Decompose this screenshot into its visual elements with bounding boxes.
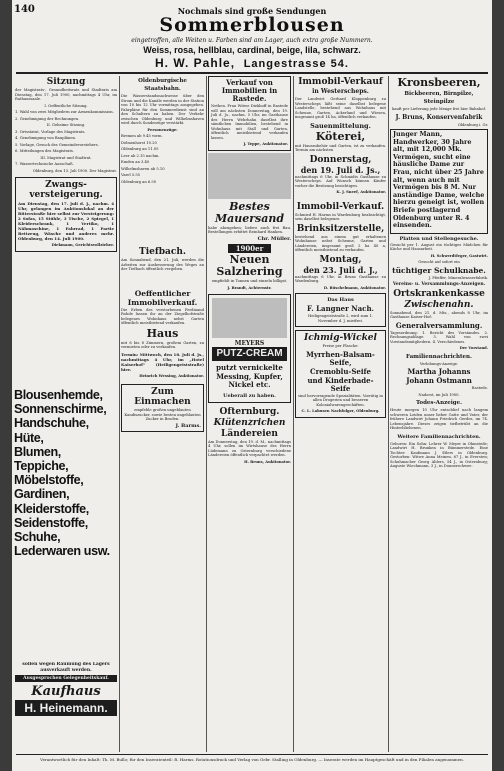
imm2-title: Immobil-Verkauf. xyxy=(296,201,385,212)
spacer xyxy=(295,197,386,201)
zwangs-ad xyxy=(15,177,117,252)
public-title: Oeffentlicher Immobilverkauf. xyxy=(127,288,198,307)
imm2-day: Montag, xyxy=(319,254,362,265)
sale-item: Handschuhe, xyxy=(14,416,89,431)
schulknabe-sign: J. Pfeiffer, Mineralwasserfabrik. xyxy=(428,275,488,280)
salzhering-sign: J. Brandt, Achternstr. xyxy=(227,285,272,290)
kronsbeeren-sign: J. Bruns, Konservenfabrik xyxy=(395,113,483,121)
verein-head: Vereins- u. Versammlungs-Anzeigen. xyxy=(392,282,486,288)
rastede-text: Nethen. Frau Witwe Diekhoff in Rastede will am nächsten Donnerstag, den 19. Juli d. Js., nachm. 5 Uhr, im Gasthause des Herrn Wehrhahn daselbst ihre sämtlichen Immobilien, bestehend in Wohnhaus mit Stall und Garten, öffentlich meistbietend verkaufen lassen. xyxy=(211,104,288,140)
verlobung-head: Verlobungs-Anzeige. xyxy=(419,361,459,366)
bahn-row: Varel 5.55 xyxy=(121,173,141,177)
imm2-time: nachmittags 6 Uhr, in Bruns Gasthause zu Wardenburg. xyxy=(295,274,386,283)
verlobung-name2: Johann Ostmann xyxy=(406,376,472,386)
cream-name: PUTZ-CREAM xyxy=(212,347,287,361)
header-shop xyxy=(12,56,492,70)
weitere-title: Weitere Familiennachrichten. xyxy=(397,433,481,440)
salzhering-text: empfiehlt in Tonnen und einzeln billigst. xyxy=(211,279,288,283)
bahn-row: Leer ab 2.15 nachm. xyxy=(121,153,160,158)
sale-note: sollen wegen Räumung des Lagers ausverkauft werden. xyxy=(22,662,110,673)
seifen-title: Ichmig-Wickel xyxy=(304,333,377,343)
cream-foot: Ueberall zu haben. xyxy=(223,392,276,399)
osternburg-title: Ofternburg. xyxy=(219,406,280,417)
sale-item: Teppiche, xyxy=(14,459,69,474)
imm2-date: den 23. Juli d. J., xyxy=(303,264,378,275)
auction-text: Termin: Mittwoch, den 18. Juli d. Js., nachmittags 4 Uhr, im „Hotel Kaiserhof“ (Heiligengeiststraße) hier. xyxy=(121,351,204,372)
koterei-more: nachmittags 6 Uhr, in Schmidts Gasthause zu Westerscheps. Auf Wunsch können Käufer vorher die Besitzung besichtigen. xyxy=(295,174,386,188)
osternburg-text: Ländereien xyxy=(221,428,278,439)
seifen-head: Preise per Flasche: xyxy=(322,344,359,348)
column-5 xyxy=(390,76,488,752)
kronsbeeren-city: Oldenburg i. Gr. xyxy=(457,122,488,127)
sitzung-signature: Oldenburg, den 13. Juli 1900. Der Magistrat. xyxy=(32,168,117,173)
einmachen-text: empfehle großen ungeblauten Kandiszucker, sowie besten ungeblauten Zucker in Broden. xyxy=(124,408,201,421)
familie-title: Familiennachrichten. xyxy=(406,353,472,360)
krankenkasse-sign: Der Vorstand. xyxy=(459,346,488,351)
bahn-body: Die Wasserstandsnachweise über den Strom und die Kanäle werden in der Station von 10 bis 12 Uhr vormittags ausgegeben. Fahrpläne für den Sommerdienst sind an den Schaltern zu haben. Der Verkehr zwischen Oldenburg und Wilhelmshaven wird durch Sonderzüge verstärkt. xyxy=(121,94,204,125)
koterei-sign: K. J. Sneef, Auktionator. xyxy=(336,190,386,194)
spacer xyxy=(121,274,204,288)
einmachen-sign: J. Barms. xyxy=(175,422,201,429)
imm2-sign: D. Rüschelmann, Auktionator. xyxy=(323,285,386,290)
salzhering-year: 1900er xyxy=(228,244,271,253)
bahn-row: Oldenburg an 6.50 xyxy=(121,179,157,184)
sitzung-item: 5. Vorlage, Gesuch des Gemeindevorstehers. xyxy=(15,142,99,147)
westerscheps-big: Sauenmittelung. xyxy=(310,121,371,130)
shop-name: H. W. Pahle, xyxy=(155,56,236,70)
column-divider xyxy=(119,76,120,752)
verlobung-place: Rastede. xyxy=(471,386,488,391)
seifen-l2: Cremoblu-Seife xyxy=(310,366,371,376)
krankenkasse-text: Sonnabend, den 21. d. Mts., abends 8 Uhr, im Gasthause Kaiser-Hof: xyxy=(390,310,488,320)
sitzung-item: 2. Genehmigung der Rechnungen. xyxy=(15,116,80,121)
heirat-text: Junger Mann, Handwerker, 30 Jahre alt, mit 12,000 Mk. Vermögen, sucht eine häusliche Dame zur Frau, nicht über 25 Jahre alt, wenn auch mit Vermögen bis 8 M. Nur anständige Dame, welche hierzu geneigt ist, wollen Briefe postlagernd Oldenburg unter R. 4 einsenden. xyxy=(393,130,485,230)
sitzung-item: I. Oeffentliche Sitzung. xyxy=(44,103,88,108)
schulknabe-title: tüchtiger Schulknabe. xyxy=(392,265,486,275)
header-line1: Nochmals sind große Sendungen xyxy=(177,6,327,16)
koterei-title: Köterei, xyxy=(315,129,366,143)
bahn-spacer xyxy=(121,186,204,246)
sitzung-item: 6. Mitteilungen des Magistrats. xyxy=(15,149,74,153)
column-1 xyxy=(15,76,117,386)
sitzung-item: 3. Ortsstatut, Vorlage des Magistrats. xyxy=(15,129,86,134)
koterei-day: Donnerstag, xyxy=(309,154,372,165)
imm2-text: Schmied H. Harms in Wardenburg beabsichtigt, sein daselbst belegenes xyxy=(295,212,386,221)
koterei-date: den 19. Juli d. Js., xyxy=(300,164,381,175)
weitere-text: Geboren: Ein Sohn: Lehrer W. Meyer in Ohmstede; Landwirt H. Brunken in Bümmerstede. Eine Tochter: Kaufmann J. Eilers in Oldenburg. Gestorben: Witwe Anna Meinen, 67 J., in Eversten; Schuhmacher Georg Ahlers, 54 J., in Osternburg; Auguste Wiechmann, 3 J., in Donnerschwee. xyxy=(390,441,488,469)
sitzung-item: 1. Wahl von zwei Mitgliedern zur Armenkommission. xyxy=(15,110,114,114)
zwangs-title: Zwangs-versteigerung. xyxy=(29,180,103,200)
sale-item: Gardinen, xyxy=(14,487,70,502)
footer-rule xyxy=(16,754,488,755)
sale-item: Seidenstoffe, xyxy=(14,515,88,530)
cream-brand: MEYERS xyxy=(234,340,265,347)
bahn-table-head: Personenzüge: xyxy=(147,127,178,132)
haus-title: Haus xyxy=(146,326,179,340)
langner-title: Das Haus xyxy=(327,297,354,303)
sitzung-intro: der Magistrats-, Gesundheitsrats und Stadtrats am Dienstag, den 17. Juli 1900, nachmittags 4 Uhr, im Rathaussaale. xyxy=(15,88,117,101)
tiefbach-text: Am Sonnabend, den 21. Juli, werden die Arbeiten zur Ausbesserung des Weges an der Tiefbach öffentlich vergeben. xyxy=(121,258,204,271)
sitzung-item: 7. Wassertechnische Ausschuß. xyxy=(15,162,74,166)
sitzung-item: III. Magistrat und Stadtrat. xyxy=(40,155,92,160)
imm2-more: bestehend aus einem gut erhaltenen Wohnhause nebst Scheune, Garten und Ländereien, insgesamt groß 2 ha 40 a, öffentlich meistbietend zu verkaufen. xyxy=(295,234,386,252)
koterei-text: mit Hauszubehör und Garten, ist zu verkaufen. Termin am nächsten xyxy=(295,143,386,152)
bahn-row: Oldenburg an 11.05 xyxy=(121,147,159,151)
stellen-text: Gesucht per 1. August ein tüchtiges Mädchen für Küche und Hausarbeit. xyxy=(390,242,488,252)
kaufhaus-name: H. Heinemann. xyxy=(15,700,117,716)
bahn-row: Wilhelmshaven ab 5.10 xyxy=(121,166,165,171)
mauersand-title: Bestes Mauersand xyxy=(214,199,285,225)
schulknabe-intro: Gesucht auf sofort ein xyxy=(418,260,460,265)
column-divider xyxy=(293,76,294,752)
bahn-title: Oldenburgische Staatsbahn. xyxy=(138,78,187,92)
bahn-row: Delmenhorst 10.20 xyxy=(121,140,157,145)
header-rule xyxy=(16,72,488,74)
todes-text: Heute morgen 10 Uhr entschlief nach langem schweren Leiden unser lieber Gatte und Vater, der frühere Landwirt Johann Friedrich Gerdes, im 74. Lebensjahre. Dieses zeigen tiefbetrübt an die Hinterbliebenen. xyxy=(390,408,488,431)
bahn-row: Emden an 3.40 xyxy=(121,160,150,164)
seifen-l3: und Kinderbade-Seife xyxy=(307,375,374,393)
auction-sign: Heinrich Wessing, Auktionator. xyxy=(139,373,204,378)
column-divider xyxy=(388,76,389,752)
sale-list xyxy=(14,388,118,558)
column-4 xyxy=(295,76,386,752)
stellen-sign: H. Schwerdtfeger, Gastwirt. xyxy=(430,253,488,258)
osternburg-sign: H. Bruns, Auktionator. xyxy=(244,459,291,464)
seifen-ad xyxy=(295,330,386,418)
header-colors: Weiss, rosa, hellblau, cardinal, beige, lila, schwarz. xyxy=(143,45,361,55)
zwangs-sign: Diekmann, Gerichtsvollzieher. xyxy=(51,243,114,247)
sale-item: Schuhe, xyxy=(14,530,61,545)
imm2-big: Brinksitzerstelle, xyxy=(296,223,385,234)
westerscheps-sub: in Westerscheps. xyxy=(312,88,369,95)
sale-banner: Ausgesprochen Gelegenheitskauf. xyxy=(15,675,117,682)
sitzung-item: II. Geheime Sitzung. xyxy=(46,123,86,127)
sale-item: Blumen, xyxy=(14,444,61,459)
krankenkasse-sub: Zwischenahn. xyxy=(404,299,474,310)
einmachen-title: Zum Einmachen xyxy=(134,387,191,407)
cream-sub: putzt vernickelte Messing, Kupfer, Nickel etc. xyxy=(216,363,283,389)
kronsbeeren-title: Kronsbeeren, xyxy=(397,76,481,89)
verlobung-date: Nadorst, im Juli 1900. xyxy=(418,392,460,397)
sale-footer xyxy=(15,662,117,752)
verlobung-name1: Martha Johanns xyxy=(407,367,471,377)
shop-address: Langestrasse 54. xyxy=(243,58,349,70)
kronsbeeren-text: kauft per Lieferung jede Menge frei hier Bahnhof. xyxy=(392,107,486,111)
public-text: Die Erben des verstorbenen Ferdinand Rohde lassen ihr an der Ziegelhofstraße belegenes Wohnhaus nebst Garten öffentlich meistbietend verkaufen. xyxy=(121,307,204,325)
krankenkasse-big: Generalversammlung. xyxy=(395,320,483,330)
imprint-footer: Verantwortlich für den Inhalt: Th. M. Bullo; für den Inseratenteil: R. Harms. Rotationsdruck und Verlag von Gebr. Stalling in Oldenburg. — Inserate werden im Hauptgeschäft und in den Filialen angenommen. xyxy=(40,757,464,762)
sitzung-item: 4. Genehmigung von Bauplänen. xyxy=(15,136,77,140)
mauersand-sign: Chr. Müller. xyxy=(257,235,291,242)
stellen-title: Platten und Stellengesuche. xyxy=(399,235,479,242)
todes-title: Todes-Anzeige. xyxy=(415,400,463,407)
krankenkasse-more: Tagesordnung: 1. Bericht des Vorstandes. 2. Rechnungsablage. 3. Wahl von zwei Vorstandsmitgliedern. 4. Verschiedenes. xyxy=(390,330,488,344)
westerscheps-text: Der Landwirt Gerhard Kloppenburg zu Westerscheps läßt seine daselbst belegene Landstelle, bestehend aus Wohnhaus mit Scheune, Garten, Ackerland und Wiesen, insgesamt groß 14 ha, öffentlich verkaufen. xyxy=(295,97,386,119)
seifen-l1: Myrrhen-Balsam-Seife, xyxy=(306,349,375,367)
sitzung-title: Sitzung xyxy=(46,77,86,87)
osternburg-body: Am Donnerstag, den 19. d. M., nachmittags 4 Uhr, sollen im Wirtshause des Herrn Lüdemann zu Osternburg verschiedene Ländereien öffentlich verpachtet werden. xyxy=(208,439,291,457)
header-line3: eingetroffen, alle Weiten u. Farben sind am Lager, auch extra große Nummern. xyxy=(131,37,373,44)
langner-ad xyxy=(295,293,386,327)
heirat-ad xyxy=(390,129,488,234)
sale-item: Hüte, xyxy=(14,430,44,445)
rastede-title: Verkauf von Immobilien in Rastede. xyxy=(221,78,278,103)
osternburg-sub: Klütenzrichen xyxy=(213,417,286,428)
seifen-sign: C. L. Lahusen Nachfolger, Oldenburg. xyxy=(301,409,380,413)
einmachen-ad xyxy=(121,384,204,432)
rastede-ad xyxy=(208,76,291,151)
kronsbeeren-sub: Bickbeeren, Birnpilze, Steinpilze xyxy=(404,91,474,105)
column-2 xyxy=(121,76,204,752)
rastede-sign: J. Teppe, Auktionator. xyxy=(243,142,288,146)
kaufhaus-label: Kaufhaus xyxy=(31,684,101,699)
hand-illustration xyxy=(212,298,287,338)
krankenkasse-title: Ortskrankenkasse xyxy=(393,288,485,299)
westerscheps-title: Immobil-Verkauf xyxy=(298,77,383,87)
newspaper-page xyxy=(12,0,492,771)
sale-item: Sonnenschirme, xyxy=(14,402,107,417)
tiefbach-title: Tiefbach. xyxy=(139,247,186,257)
sale-item: Möbelstoffe, xyxy=(14,473,84,488)
sale-item: Blousenhemde, xyxy=(14,388,103,402)
bahn-row: Bremen ab 9.45 vorm. xyxy=(121,134,163,138)
langner-text: Heiligengeiststraße 2, wird zum 1. November d. J. mietfrei. xyxy=(308,314,373,323)
haus-text: mit 6 bis 8 Zimmern, großem Garten, zu vermieten oder zu verkaufen. xyxy=(121,340,204,349)
salzhering-title: Neuen Salzhering xyxy=(216,253,283,278)
zwangs-text: Am Dienstag, den 17. Juli d. J., nachm. 4 Uhr, gelangen im Auktionslokal an der Ritterstraße hier selbst zur Versteigerung: 2 Sofas, 15 Stühle, 3 Tische, 2 Spiegel, 1 Kleiderschrank, 1 Vertiko, 1 Nähmaschine, 1 Fahrrad, 1 Partie Bettzeug, Wäsche und anderes mehr. Oldenburg, den 14. Juli 1900. xyxy=(18,201,114,241)
page-number: 140 xyxy=(14,4,35,15)
illustration-placeholder xyxy=(208,153,291,199)
putzcream-ad xyxy=(208,294,291,403)
column-3 xyxy=(208,76,291,752)
sale-item: Kleiderstoffe, xyxy=(14,501,89,516)
mauersand-text: habe abzugeben; liefere auch frei Bau. Bestellungen erbittet Reinhard Hanken. xyxy=(208,225,291,234)
langner-name: F. Langner Nach. xyxy=(307,304,374,313)
header-title: Sommerblousen xyxy=(159,14,345,36)
column-divider xyxy=(206,76,207,752)
sale-item: Lederwaren usw. xyxy=(14,544,110,559)
seifen-text: sind hervorragende Spezialitäten. Vorrätig in allen Drogerien und besseren Kolonialwarengeschäften. xyxy=(298,393,383,407)
